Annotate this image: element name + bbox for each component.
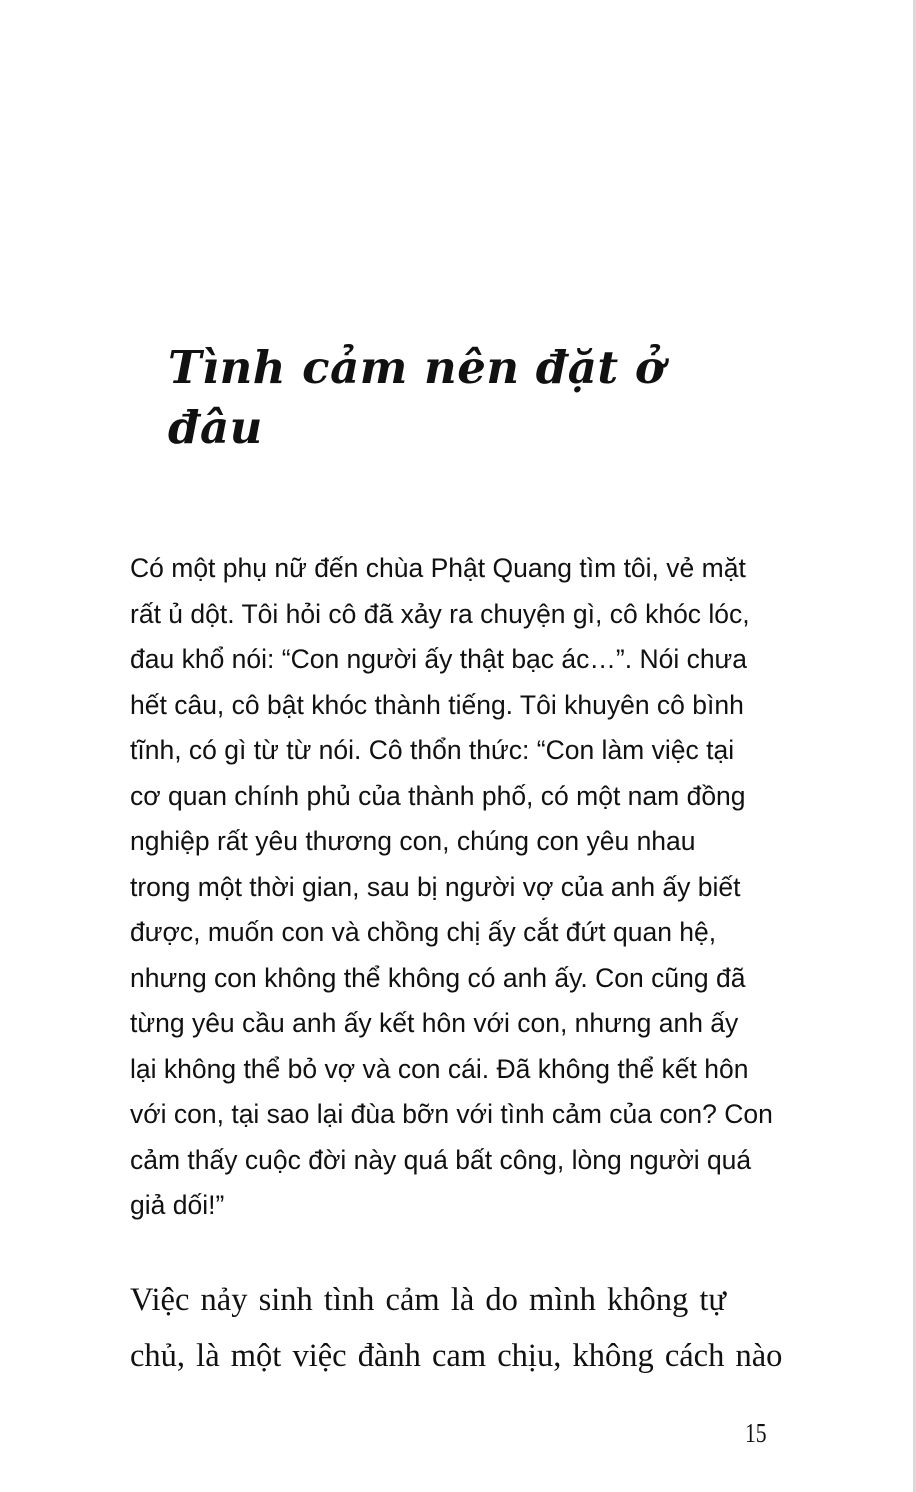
text-line: cảm thấy cuộc đời này quá bất công, lòng người quá	[130, 1144, 752, 1175]
text-line: Có một phụ nữ đến chùa Phật Quang tìm tôi, vẻ mặt	[130, 553, 746, 583]
text-line: được, muốn con và chồng chị ấy cắt đứt quan hệ,	[130, 917, 717, 947]
text-line: từng yêu cầu anh ấy kết hôn với con, nhưng anh ấy	[130, 1008, 739, 1038]
text-line: trong một thời gian, sau bị người vợ của anh ấy biết	[130, 871, 741, 902]
text-line: giả dối!”	[130, 1190, 225, 1220]
text-line: nhưng con không thể không có anh ấy. Con cũng đã	[130, 962, 746, 993]
text-line: cơ quan chính phủ của thành phố, có một nam đồng	[130, 780, 746, 811]
commentary-paragraph	[130, 1272, 782, 1384]
text-line: tĩnh, có gì từ từ nói. Cô thổn thức: “Con làm việc tại	[130, 735, 735, 765]
text-line: hết câu, cô bật khóc thành tiếng. Tôi khuyên cô bình	[130, 689, 744, 720]
page-number: 15	[745, 1418, 767, 1448]
text-line: rất ủ dột. Tôi hỏi cô đã xảy ra chuyện gì, cô khóc lóc,	[130, 598, 750, 629]
text-line: đau khổ nói: “Con người ấy thật bạc ác…”. Nói chưa	[130, 644, 748, 674]
text-line: Việc nảy sinh tình cảm là do mình không tự	[130, 1282, 726, 1318]
text-line: nghiệp rất yêu thương con, chúng con yêu nhau	[130, 826, 696, 856]
text-line: với con, tại sao lại đùa bỡn với tình cảm của con? Con	[130, 1099, 773, 1129]
text-line: chủ, là một việc đành cam chịu, không cách nào	[130, 1338, 783, 1374]
text-line: lại không thể bỏ vợ và con cái. Đã không thể kết hôn	[130, 1053, 749, 1084]
quote-paragraph	[130, 546, 780, 1229]
chapter-title: Tình cảm nên đặt ở đâu	[168, 341, 666, 454]
